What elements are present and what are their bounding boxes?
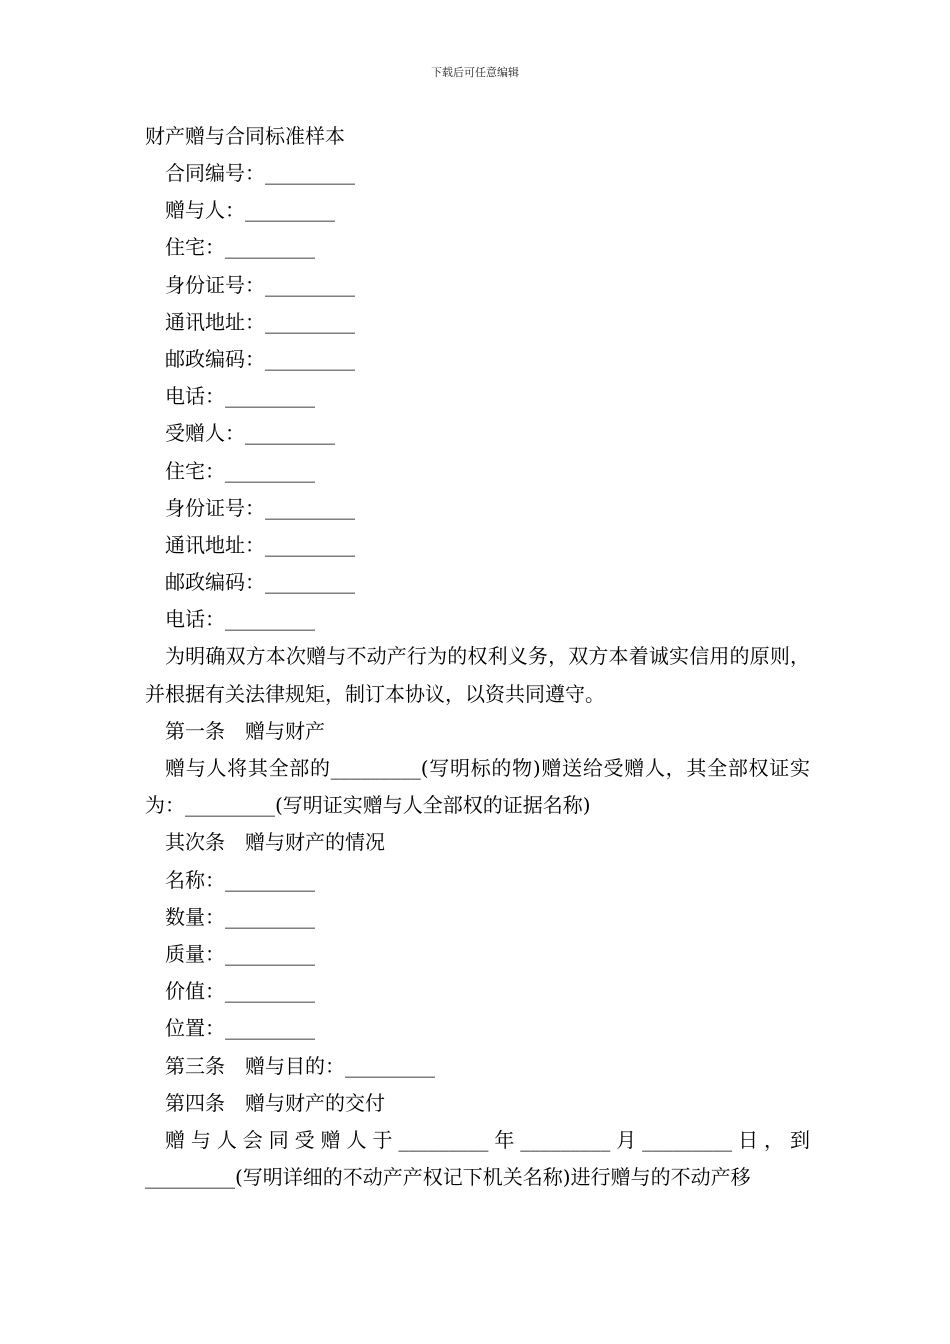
donor-postcode-line: 邮政编码：_________ xyxy=(165,346,355,371)
intro-paragraph: 为明确双方本次赠与不动产行为的权利义务，双方本着诚实信用的原则，并根据有关法律规矩，制订本协议，以资共同遵守。 xyxy=(145,644,810,706)
article-1-body: 赠与人将其全部的_________(写明标的物)赠送给受赠人，其全部权证实为：_________(写明证实赠与人全部权的证据名称) xyxy=(145,756,810,818)
document-body xyxy=(145,118,810,1196)
donor-address-line: 通讯地址：_________ xyxy=(165,309,355,334)
donor-name-line: 赠与人：_________ xyxy=(165,198,335,223)
donee-id-line: 身份证号：_________ xyxy=(165,495,355,520)
article-4-heading: 第四条 赠与财产的交付 xyxy=(165,1090,385,1115)
property-quality-line: 质量：_________ xyxy=(165,942,315,966)
donor-phone-line: 电话：_________ xyxy=(165,384,315,409)
page-header: 下载后可任意编辑 xyxy=(431,66,519,79)
property-location-line: 位置：_________ xyxy=(165,1016,315,1041)
property-name-line: 名称：_________ xyxy=(165,867,315,892)
donee-address-line: 通讯地址：_________ xyxy=(165,532,355,557)
donee-name-line: 受赠人：_________ xyxy=(165,421,335,446)
article-2-heading: 其次条 赠与财产的情况 xyxy=(165,830,385,855)
donee-residence-line: 住宅：_________ xyxy=(165,458,315,483)
article-1-heading: 第一条 赠与财产 xyxy=(165,718,325,743)
article-3-line: 第三条 赠与目的：_________ xyxy=(165,1053,435,1078)
article-4-body: 赠与人会同受赠人于_________年_________月_________日，到_________(写明详细的不动产产权记下机关名称)进行赠与的不动产移 xyxy=(145,1127,810,1190)
property-quantity-line: 数量：_________ xyxy=(165,904,315,929)
donee-phone-line: 电话：_________ xyxy=(165,607,315,632)
document-title: 财产赠与合同标准样本 xyxy=(145,124,345,148)
donor-residence-line: 住宅：_________ xyxy=(165,235,315,260)
donee-postcode-line: 邮政编码：_________ xyxy=(165,570,355,595)
donor-id-line: 身份证号：_________ xyxy=(165,272,355,297)
contract-number-line: 合同编号：_________ xyxy=(165,161,355,185)
property-value-line: 价值：_________ xyxy=(165,979,315,1004)
